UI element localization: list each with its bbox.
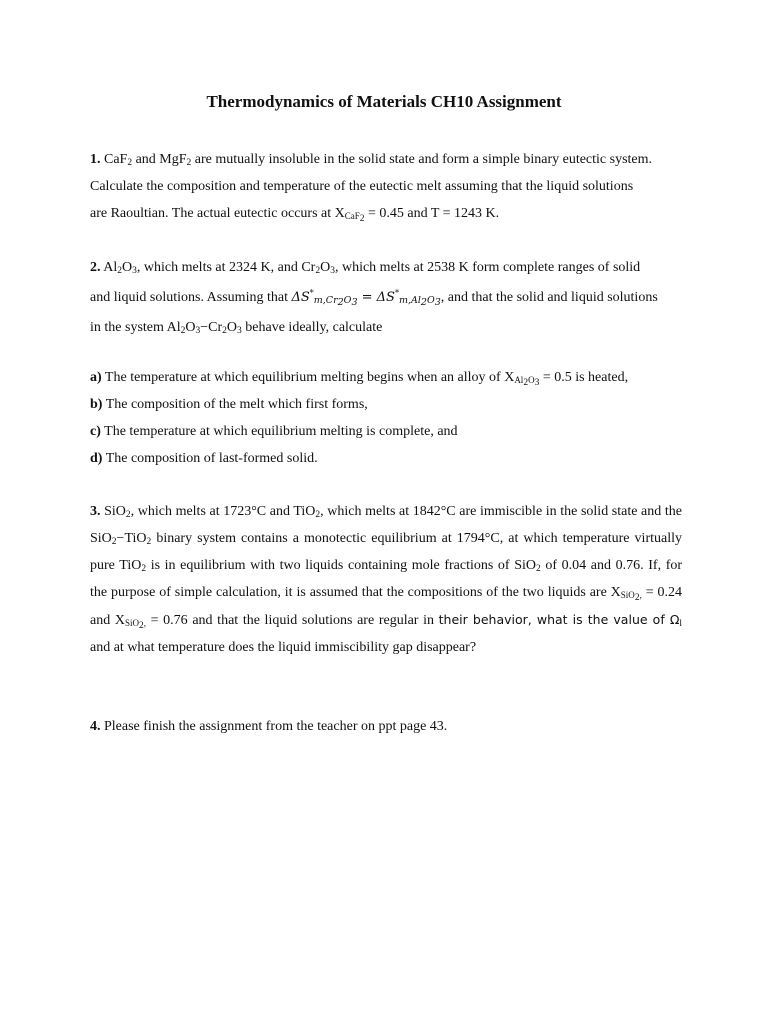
subitem-c — [90, 418, 682, 445]
question-3: 3. SiO$_2$, which melts at 1723°C and TiO$_2$, which melts at 1842°C are immiscible in the solid state and the SiO$_2$−TiO$_2$ binary system contains a monotectic equilibrium at 1794°C, at which temperature virtually pure TiO$_2$ is in equilibrium with two liquids containing mole fractions of SiO$_2$ of 0.04 and 0.76. If, for the purpose of simple calculation, it is assumed that the compositions of the two liquids are $X_{SiO_2,} = 0.24$ and $X_{SiO_2,} = 0.76$ and that the liquid solutions are regular in their behavior, what is the value of $\Omega_l$ and at what temperature does the liquid immiscibility gap disappear? — [90, 504, 683, 655]
page-title: Thermodynamics of Materials CH10 Assignment — [206, 92, 562, 111]
question-4 — [90, 713, 682, 740]
question-2-subitems — [90, 364, 682, 472]
question-2: 2. $Al_2O_3$, which melts at 2324 K, and $Cr_2O_3$, which melts at 2538 K form complete ranges of solid and liquid solutions. Assuming that $\Delta S^*_{m,Cr_2O_3} = \Delta S^*_{m,Al_2O_3}$, and that the solid and liquid solutions in the system $Al_2O_3-Cr_2O_3$ behave ideally, calculate — [90, 260, 658, 336]
mole-fraction-subscript: CaF — [344, 211, 360, 221]
question-1-line-3b: = 0.45 and T = 1243 K. — [368, 206, 500, 221]
subitem-b-label: b) — [90, 397, 103, 412]
question-1-line-2: Calculate the composition and temperature of the eutectic melt assuming that the liquid solutions — [90, 179, 634, 194]
subitem-d — [90, 445, 682, 472]
question-1: 1. CaF$_2$ and MgF$_2$ are mutually insoluble in the solid state and form a simple binary eutectic system. Calculate the composition and temperature of the eutectic melt assuming that the liquid solutions are Raoultian. The actual eutectic occurs at $X_{CaF_2} = 0.45$ and T = 1243 K. — [90, 146, 682, 227]
subitem-b — [90, 391, 682, 418]
entropy-equation: $\Delta S^*_{m,Cr_2O_3} = \Delta S^*_{m,Al_2O_3}$ — [291, 288, 441, 308]
question-3-text-2: , which melts at 1842°C are immiscible in the solid state and the — [320, 504, 682, 519]
subitem-a-text-end: = 0.5 is heated, — [542, 370, 629, 385]
question-1-line-3a: are Raoultian. The actual eutectic occurs at X — [90, 206, 345, 221]
subitem-a: a) The temperature at which equilibrium melting begins when an alloy of $X_{Al_2O_3} = 0.5$ is heated, — [90, 370, 629, 388]
question-4-number: 4. — [90, 719, 101, 734]
question-3-text-1: , which melts at 1723°C and — [130, 504, 290, 519]
subitem-b-text: The composition of the melt which first forms, — [105, 397, 368, 412]
question-2-number: 2. — [90, 260, 101, 275]
question-1-number: 1. — [90, 152, 101, 167]
question-2-line-3a: in the system — [90, 320, 164, 335]
question-3-text-5: of 0.04 and 0.76. If, for the purpose of simple calculation, it is assumed that the compositions of the two liquids are X — [90, 558, 683, 600]
question-2-line-1b: , which melts at 2538 K form complete ranges of solid — [334, 260, 641, 275]
question-3-text-6: = 0.24 and X — [90, 585, 683, 628]
question-1-line-1: are mutually insoluble in the solid state and form a simple binary eutectic system. — [194, 152, 653, 167]
question-3-text-7: = 0.76 and that the liquid solutions are regular in — [150, 613, 434, 628]
subitem-c-text: The temperature at which equilibrium melting is complete, and — [104, 424, 458, 439]
question-3-text-9: and at what temperature does the liquid immiscibility gap disappear? — [90, 640, 477, 655]
question-2-line-3b: behave ideally, calculate — [245, 320, 383, 335]
question-2-line-2a: and liquid solutions. Assuming that — [90, 290, 288, 305]
subitem-a-label: a) — [90, 370, 102, 385]
question-3-text-3: binary system contains a monotectic equilibrium at 1794°C, at which temperature virtually pure — [90, 531, 682, 573]
subitem-a-text: The temperature at which equilibrium melting begins when an alloy of X — [104, 370, 515, 385]
subitem-c-label: c) — [90, 424, 101, 439]
question-3-number: 3. — [90, 504, 101, 519]
question-4-text: Please finish the assignment from the teacher on ppt page 43. — [104, 719, 448, 734]
question-3-text-4: is in equilibrium with two liquids containing mole fractions of — [150, 558, 510, 573]
question-2-line-2b: , and that the solid and liquid solutions — [440, 290, 658, 305]
question-3-text-8: their behavior, what is the value of Ω — [438, 612, 680, 627]
subitem-d-label: d) — [90, 451, 103, 466]
question-2-line-1a: , which melts at 2324 K, and — [136, 260, 298, 275]
subitem-d-text: The composition of last-formed solid. — [105, 451, 318, 466]
